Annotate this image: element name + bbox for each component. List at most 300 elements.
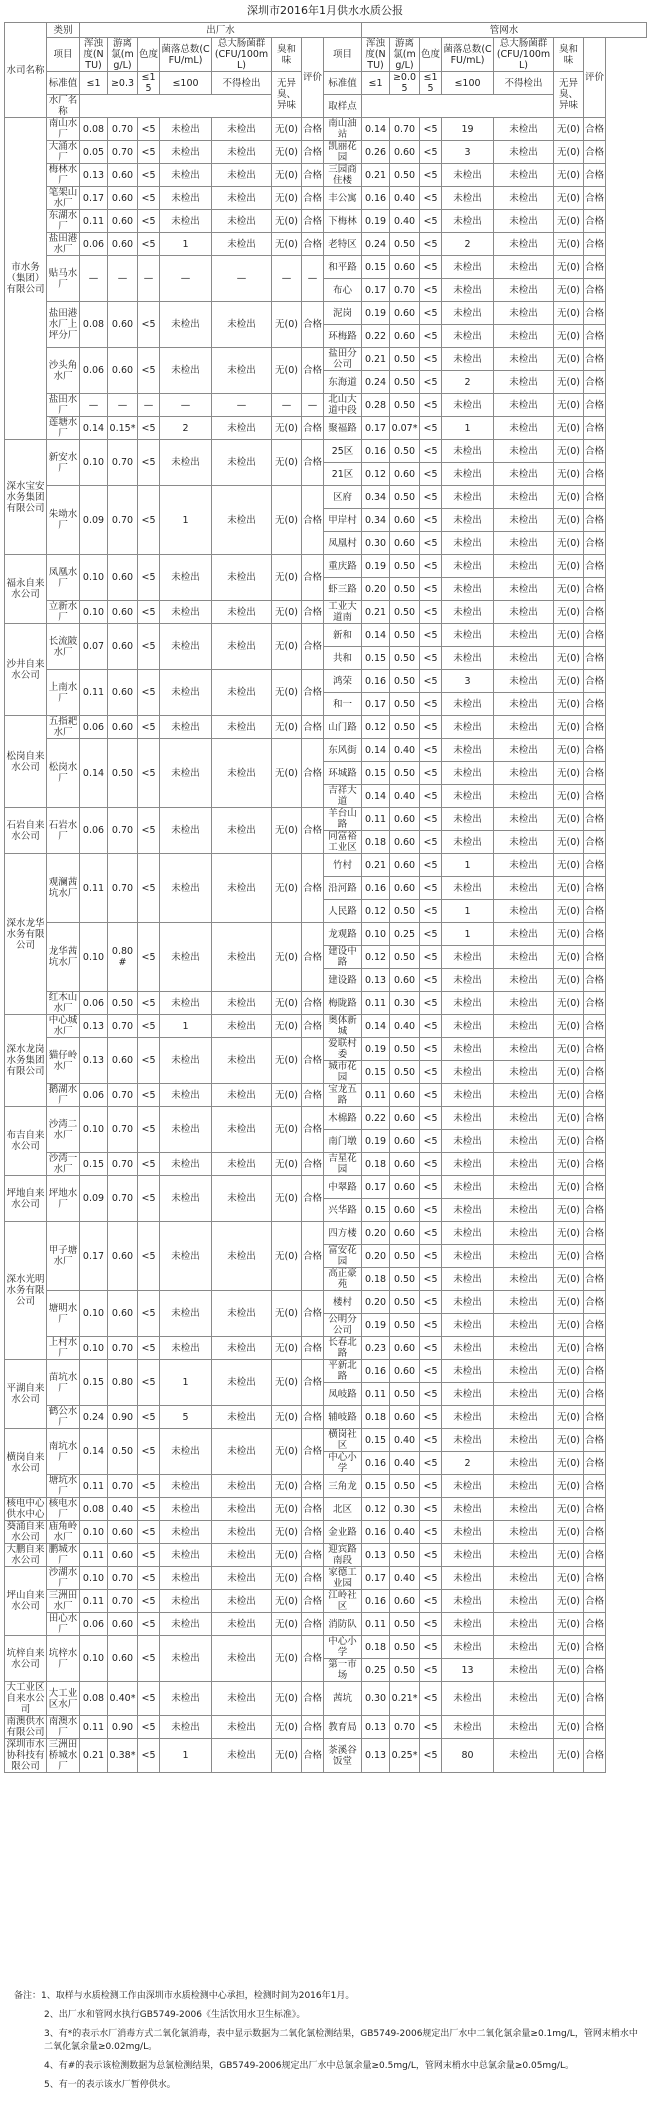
site-value: 13 [442, 1659, 494, 1682]
site-value: 0.26 [362, 141, 390, 164]
plant-value: 0.70 [108, 141, 138, 164]
plant-value: 0.90 [108, 1406, 138, 1429]
site-value: 未检出 [442, 1291, 494, 1314]
plant-name: 苗坑水厂 [47, 1360, 80, 1406]
plant-name: 三洲田水厂 [47, 1590, 80, 1613]
site-value: 0.50 [390, 371, 420, 394]
site-value: <5 [420, 233, 442, 256]
plant-value: <5 [138, 486, 160, 555]
plant-name: 莲塘水厂 [47, 417, 80, 440]
site-value: 1 [442, 417, 494, 440]
site-value: 无(0) [554, 1268, 584, 1291]
plant-value: 无(0) [272, 164, 302, 187]
plant-value: 无(0) [272, 1682, 302, 1716]
site-value: <5 [420, 555, 442, 578]
site-value: 无(0) [554, 371, 584, 394]
site-name: 爱联村委 [324, 1038, 362, 1061]
plant-value: 未检出 [160, 187, 212, 210]
plant-name: 坑梓水厂 [47, 1636, 80, 1682]
site-value: 未检出 [442, 1475, 494, 1498]
plant-value: 未检出 [160, 210, 212, 233]
site-value: 未检出 [494, 233, 554, 256]
site-value: 0.21 [362, 164, 390, 187]
site-value: 0.13 [362, 1739, 390, 1773]
plant-value: 未检出 [212, 1406, 272, 1429]
site-name: 木棉路 [324, 1107, 362, 1130]
plant-value: 合格 [302, 440, 324, 486]
site-value: <5 [420, 1716, 442, 1739]
site-value: 0.17 [362, 279, 390, 302]
site-value: 0.30 [362, 1682, 390, 1716]
std-plant-colony: ≤100 [160, 72, 212, 95]
plant-value: 未检出 [212, 440, 272, 486]
plant-value: 0.50 [108, 739, 138, 808]
site-value: 合格 [584, 1291, 606, 1314]
plant-value: 0.60 [108, 302, 138, 348]
plant-value: 合格 [302, 923, 324, 992]
site-value: 0.13 [362, 969, 390, 992]
site-name: 茶溪谷饭堂 [324, 1739, 362, 1773]
net-std-spacer [362, 95, 554, 118]
plant-value: 未检出 [160, 923, 212, 992]
table-row [5, 1429, 647, 1452]
site-value: 未检出 [442, 1544, 494, 1567]
site-value: <5 [420, 417, 442, 440]
site-value: 80 [442, 1739, 494, 1773]
site-value: 合格 [584, 532, 606, 555]
plant-value: 1 [160, 486, 212, 555]
plant-value: 未检出 [160, 1475, 212, 1498]
site-value: 0.30 [390, 1498, 420, 1521]
plant-value: 合格 [302, 1475, 324, 1498]
plant-value: 合格 [302, 118, 324, 141]
site-name: 北区 [324, 1498, 362, 1521]
plant-value: <5 [138, 808, 160, 854]
plant-value: 0.40* [108, 1682, 138, 1716]
site-value: 未检出 [494, 256, 554, 279]
site-value: 无(0) [554, 440, 584, 463]
plant-value: — [212, 394, 272, 417]
site-value: 未检出 [494, 831, 554, 854]
site-value: 无(0) [554, 1176, 584, 1199]
site-value: 合格 [584, 1590, 606, 1613]
site-value: 未检出 [442, 946, 494, 969]
site-name: 共和 [324, 647, 362, 670]
site-value: 未检出 [442, 969, 494, 992]
plant-name: 坪地水厂 [47, 1176, 80, 1222]
plant-value: 未检出 [212, 417, 272, 440]
plant-name: 新安水厂 [47, 440, 80, 486]
site-value: 0.50 [390, 440, 420, 463]
site-value: 0.11 [362, 808, 390, 831]
plant-value: 未检出 [212, 739, 272, 808]
table-row [5, 992, 647, 1015]
site-value: 0.34 [362, 509, 390, 532]
item-header: 项目 [47, 38, 80, 72]
plant-col-chlorine: 游离氯(mg/L) [108, 38, 138, 72]
site-value: 合格 [584, 1199, 606, 1222]
plant-name: 南坑水厂 [47, 1429, 80, 1475]
site-value: 0.50 [390, 394, 420, 417]
net-col-color: 色度 [420, 38, 442, 72]
site-value: 无(0) [554, 302, 584, 325]
plant-value: 未检出 [212, 808, 272, 854]
site-value: 未检出 [494, 532, 554, 555]
site-value: 未检出 [442, 1613, 494, 1636]
page-title: 深圳市2016年1月供水水质公报 [247, 4, 403, 17]
site-value: 未检出 [494, 624, 554, 647]
plant-value: 合格 [302, 1107, 324, 1153]
site-value: 0.60 [390, 1360, 420, 1383]
site-value: 0.17 [362, 417, 390, 440]
plant-value: 0.08 [80, 302, 108, 348]
plant-value: 合格 [302, 670, 324, 716]
plant-name-header: 水厂名称 [47, 95, 80, 118]
site-value: 0.11 [362, 1613, 390, 1636]
plant-value: 未检出 [160, 1498, 212, 1521]
site-value: 无(0) [554, 923, 584, 946]
site-value: <5 [420, 670, 442, 693]
plant-value: 0.10 [80, 1107, 108, 1153]
plant-name: 盐田港水厂 [47, 233, 80, 256]
site-value: 0.13 [362, 1544, 390, 1567]
site-value: 0.16 [362, 440, 390, 463]
site-value: 合格 [584, 670, 606, 693]
site-value: 0.07* [390, 417, 420, 440]
plant-value: <5 [138, 1084, 160, 1107]
plant-value: 0.15 [80, 1360, 108, 1406]
site-name: 城市花园 [324, 1061, 362, 1084]
site-value: <5 [420, 164, 442, 187]
plant-value: 0.60 [108, 1521, 138, 1544]
table-row [5, 394, 647, 417]
site-value: 无(0) [554, 601, 584, 624]
site-value: <5 [420, 394, 442, 417]
site-value: 0.22 [362, 325, 390, 348]
site-name: 北山大道中段 [324, 394, 362, 417]
std-plant-odor: 无异臭、异味 [272, 72, 302, 118]
plant-value: — [80, 256, 108, 302]
plant-value: 无(0) [272, 440, 302, 486]
company-name: 市水务（集团）有限公司 [5, 118, 47, 440]
site-value: 0.18 [362, 1636, 390, 1659]
site-value: 0.15 [362, 762, 390, 785]
company-name: 坑梓自来水公司 [5, 1636, 47, 1682]
plant-value: 0.60 [108, 1222, 138, 1291]
site-value: 0.13 [362, 1716, 390, 1739]
table-row [5, 164, 647, 187]
site-value: 无(0) [554, 1716, 584, 1739]
plant-value: 0.60 [108, 601, 138, 624]
plant-value: 未检出 [160, 1176, 212, 1222]
plant-value: 0.60 [108, 1038, 138, 1084]
site-name: 竹村 [324, 854, 362, 877]
plant-value: 未检出 [160, 1613, 212, 1636]
plant-value: <5 [138, 1107, 160, 1153]
net-col-coliform: 总大肠菌群(CFU/100mL) [494, 38, 554, 72]
plant-value: <5 [138, 1739, 160, 1773]
table-row [5, 1739, 647, 1773]
table-row [5, 716, 647, 739]
table-row [5, 1567, 647, 1590]
plant-value: 无(0) [272, 1498, 302, 1521]
plant-value: 未检出 [212, 1337, 272, 1360]
plant-value: 无(0) [272, 1084, 302, 1107]
site-value: 未检出 [442, 1429, 494, 1452]
site-value: 0.40 [390, 1015, 420, 1038]
site-value: 0.50 [390, 1245, 420, 1268]
site-value: 未检出 [442, 394, 494, 417]
site-value: 0.19 [362, 210, 390, 233]
plant-value: <5 [138, 1222, 160, 1291]
site-value: 合格 [584, 1245, 606, 1268]
site-value: 无(0) [554, 716, 584, 739]
site-value: 未检出 [442, 762, 494, 785]
plant-value: 合格 [302, 1291, 324, 1337]
plant-value: 0.05 [80, 141, 108, 164]
plant-value: — [108, 394, 138, 417]
table-row [5, 1682, 647, 1716]
site-value: 1 [442, 923, 494, 946]
plant-value: 未检出 [160, 1222, 212, 1291]
site-value: 合格 [584, 302, 606, 325]
site-value: <5 [420, 1636, 442, 1659]
site-value: 0.12 [362, 946, 390, 969]
plant-value: <5 [138, 1291, 160, 1337]
plant-value: 未检出 [212, 233, 272, 256]
plant-value: <5 [138, 210, 160, 233]
plant-value: 合格 [302, 141, 324, 164]
site-name: 富安花园 [324, 1245, 362, 1268]
table-row [5, 486, 647, 509]
site-value: 无(0) [554, 808, 584, 831]
site-value: 无(0) [554, 1107, 584, 1130]
site-value: 未检出 [494, 1429, 554, 1452]
table-row [5, 624, 647, 647]
site-value: 0.60 [390, 854, 420, 877]
site-value: 未检出 [494, 1567, 554, 1590]
site-value: <5 [420, 831, 442, 854]
net-col-odor: 臭和味 [554, 38, 584, 72]
site-value: 无(0) [554, 164, 584, 187]
site-value: 合格 [584, 923, 606, 946]
site-value: 0.21 [362, 348, 390, 371]
site-value: 合格 [584, 256, 606, 279]
plant-value: <5 [138, 1038, 160, 1084]
plant-value: 无(0) [272, 348, 302, 394]
plant-col-turbidity: 浑浊度(NTU) [80, 38, 108, 72]
site-value: 0.50 [390, 1268, 420, 1291]
site-value: <5 [420, 210, 442, 233]
site-value: 0.60 [390, 1153, 420, 1176]
site-value: 0.24 [362, 371, 390, 394]
site-value: 无(0) [554, 1337, 584, 1360]
site-value: 未检出 [494, 555, 554, 578]
site-value: 合格 [584, 371, 606, 394]
plant-value: 无(0) [272, 1222, 302, 1291]
plant-value: 5 [160, 1406, 212, 1429]
plant-name: 龙华茜坑水厂 [47, 923, 80, 992]
plant-value: <5 [138, 187, 160, 210]
site-value: 0.34 [362, 486, 390, 509]
plant-value: 未检出 [160, 1337, 212, 1360]
table-row [5, 670, 647, 693]
site-value: 0.60 [390, 302, 420, 325]
plant-value: 0.70 [108, 118, 138, 141]
plant-value: 无(0) [272, 302, 302, 348]
site-value: 未检出 [494, 1475, 554, 1498]
plant-value: 无(0) [272, 417, 302, 440]
site-value: 0.40 [390, 1521, 420, 1544]
plant-value: 合格 [302, 1015, 324, 1038]
plant-value: 合格 [302, 1567, 324, 1590]
note-2: 2、出厂水和管网水执行GB5749-2006《生活饮用水卫生标准》。 [44, 2010, 306, 2020]
site-value: 无(0) [554, 739, 584, 762]
site-value: 合格 [584, 946, 606, 969]
plant-value: 未检出 [160, 739, 212, 808]
site-value: 0.50 [390, 578, 420, 601]
site-value: 合格 [584, 1084, 606, 1107]
site-value: 合格 [584, 1429, 606, 1452]
std-net-color: ≤15 [420, 72, 442, 95]
plant-name: 沙湖水厂 [47, 1567, 80, 1590]
plant-value: <5 [138, 164, 160, 187]
site-value: 0.19 [362, 1038, 390, 1061]
site-value: <5 [420, 1659, 442, 1682]
site-value: 合格 [584, 1406, 606, 1429]
site-value: 未检出 [494, 1314, 554, 1337]
plant-value: 未检出 [160, 1716, 212, 1739]
plant-name: 观澜茜坑水厂 [47, 854, 80, 923]
plant-value: <5 [138, 923, 160, 992]
net-col-colony: 菌落总数(CFU/mL) [442, 38, 494, 72]
plant-value: 0.70 [108, 854, 138, 923]
site-value: 无(0) [554, 555, 584, 578]
plant-name: 南澳水厂 [47, 1716, 80, 1739]
plant-value: 未检出 [212, 716, 272, 739]
table-row [5, 256, 647, 279]
plant-value: 无(0) [272, 1636, 302, 1682]
site-value: 无(0) [554, 1199, 584, 1222]
table-row [5, 1521, 647, 1544]
site-value: 未检出 [494, 1245, 554, 1268]
site-value: 未检出 [494, 1015, 554, 1038]
site-value: 0.50 [390, 647, 420, 670]
plant-value: 0.10 [80, 1337, 108, 1360]
site-value: 未检出 [494, 164, 554, 187]
site-value: 无(0) [554, 1153, 584, 1176]
table-row [5, 210, 647, 233]
plant-col-odor: 臭和味 [272, 38, 302, 72]
site-value: 未检出 [442, 877, 494, 900]
site-value: 无(0) [554, 1245, 584, 1268]
plant-value: 0.60 [108, 1544, 138, 1567]
plant-value: <5 [138, 302, 160, 348]
plant-value: 0.70 [108, 1015, 138, 1038]
site-value: 未检出 [494, 1383, 554, 1406]
site-value: 0.60 [390, 532, 420, 555]
site-value: 0.15 [362, 647, 390, 670]
plant-value: 0.08 [80, 1498, 108, 1521]
site-name: 公明分公司 [324, 1314, 362, 1337]
plant-name: 盐田水厂 [47, 394, 80, 417]
plant-value: <5 [138, 1544, 160, 1567]
site-name: 平新北路 [324, 1360, 362, 1383]
plant-value: <5 [138, 233, 160, 256]
plant-value: 0.50 [108, 992, 138, 1015]
site-value: 合格 [584, 854, 606, 877]
table-row [5, 1107, 647, 1130]
plant-name: 甲子塘水厂 [47, 1222, 80, 1291]
site-value: <5 [420, 624, 442, 647]
site-value: 未检出 [494, 1337, 554, 1360]
plant-value: 合格 [302, 1636, 324, 1682]
site-value: 未检出 [494, 1360, 554, 1383]
site-value: 0.19 [362, 302, 390, 325]
plant-name: 贴马水厂 [47, 256, 80, 302]
plant-value: <5 [138, 1636, 160, 1682]
site-value: <5 [420, 1360, 442, 1383]
plant-value: 0.60 [108, 1636, 138, 1682]
site-value: 合格 [584, 1452, 606, 1475]
plant-value: <5 [138, 1406, 160, 1429]
plant-value: 合格 [302, 739, 324, 808]
company-name: 深水宝安水务集团有限公司 [5, 440, 47, 555]
site-value: 未检出 [442, 1682, 494, 1716]
plant-value: 未检出 [212, 601, 272, 624]
site-value: 未检出 [442, 532, 494, 555]
site-value: 无(0) [554, 1521, 584, 1544]
site-value: 无(0) [554, 877, 584, 900]
plant-value: 1 [160, 233, 212, 256]
site-value: <5 [420, 762, 442, 785]
plant-name: 沙湾二水厂 [47, 1107, 80, 1153]
plant-value: 未检出 [212, 302, 272, 348]
plant-name: 笔架山水厂 [47, 187, 80, 210]
plant-name: 核电水厂 [47, 1498, 80, 1521]
plant-value: 无(0) [272, 716, 302, 739]
site-value: 无(0) [554, 348, 584, 371]
site-value: 0.60 [390, 1199, 420, 1222]
plant-value: 0.09 [80, 1176, 108, 1222]
site-value: 合格 [584, 647, 606, 670]
plant-value: <5 [138, 624, 160, 670]
site-value: <5 [420, 279, 442, 302]
site-value: 未检出 [494, 417, 554, 440]
plant-value: 未检出 [160, 1429, 212, 1475]
plant-name: 松岗水厂 [47, 739, 80, 808]
plant-value: 未检出 [212, 1567, 272, 1590]
plant-value: 合格 [302, 624, 324, 670]
plant-value: 无(0) [272, 1429, 302, 1475]
site-value: 0.50 [390, 900, 420, 923]
site-value: 合格 [584, 509, 606, 532]
site-value: <5 [420, 440, 442, 463]
site-value: 未检出 [442, 578, 494, 601]
plant-value: 合格 [302, 302, 324, 348]
plant-name: 立新水厂 [47, 601, 80, 624]
std-net-chlorine: ≥0.05 [390, 72, 420, 95]
site-value: 0.60 [390, 256, 420, 279]
site-value: <5 [420, 900, 442, 923]
site-value: 0.20 [362, 1291, 390, 1314]
site-value: 未检出 [494, 1038, 554, 1061]
plant-value: 合格 [302, 1176, 324, 1222]
table-row [5, 348, 647, 371]
table-row [5, 555, 647, 578]
table-row [5, 118, 647, 141]
plant-value: 合格 [302, 1337, 324, 1360]
